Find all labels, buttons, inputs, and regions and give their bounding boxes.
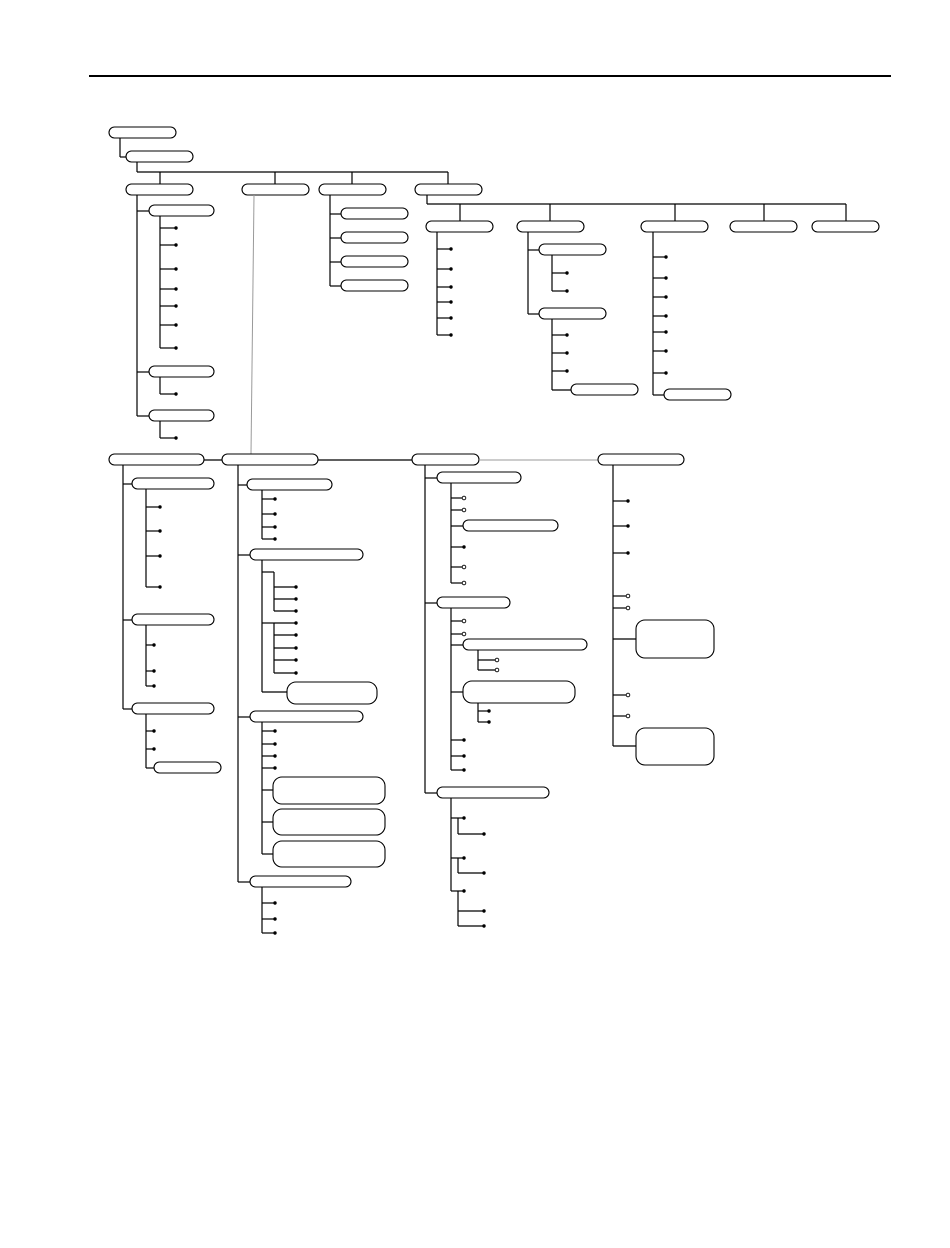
tree-node [242,184,309,195]
leaf-marker [174,287,177,290]
leaf-marker [273,917,276,920]
leaf-marker [664,371,667,374]
tree-node [664,389,731,400]
leaf-marker [273,525,276,528]
tree-node [273,809,385,835]
tree-node [598,454,684,465]
tree-node [426,221,493,232]
leaf-marker [487,720,490,723]
leaf-marker [449,300,452,303]
leaf-marker [664,276,667,279]
leaf-marker [482,832,485,835]
tree-node [273,841,385,867]
tree-node [109,127,176,138]
leaf-marker [273,537,276,540]
leaf-marker [462,738,465,741]
leaf-marker [462,856,465,859]
tree-node [250,711,363,722]
leaf-marker [565,369,568,372]
leaf-marker [664,330,667,333]
leaf-marker [462,545,465,548]
leaf-marker-open [626,606,630,610]
leaf-marker [626,499,629,502]
leaf-marker [294,633,297,636]
leaf-marker-open [626,693,630,697]
leaf-marker [449,267,452,270]
leaf-marker [152,643,155,646]
leaf-marker [294,609,297,612]
tree-node [319,184,386,195]
leaf-marker [565,289,568,292]
leaf-marker [664,314,667,317]
tree-node [437,787,549,798]
leaf-marker [449,285,452,288]
leaf-marker-open [462,581,466,585]
leaf-marker [482,909,485,912]
leaf-marker-open [462,565,466,569]
leaf-marker [462,768,465,771]
tree-node [154,762,221,773]
leaf-marker [174,436,177,439]
leaf-marker [664,295,667,298]
leaf-marker [449,333,452,336]
tree-node [132,478,214,489]
tree-node [132,703,214,714]
leaf-marker [294,646,297,649]
leaf-marker [294,597,297,600]
leaf-marker [174,267,177,270]
tree-node [641,221,708,232]
leaf-marker [174,226,177,229]
leaf-marker-open [462,619,466,623]
tree-node [517,221,584,232]
leaf-marker [273,497,276,500]
tree-node [412,454,479,465]
leaf-marker [152,747,155,750]
leaf-marker [462,889,465,892]
tree-node [730,221,797,232]
leaf-marker [273,742,276,745]
tree-node [149,410,214,421]
leaf-marker-open [495,658,499,662]
leaf-marker [482,924,485,927]
tree-node [463,639,587,650]
leaf-marker [664,255,667,258]
leaf-marker [294,585,297,588]
leaf-marker [565,271,568,274]
leaf-marker-open [462,496,466,500]
tree-node [463,681,575,703]
leaf-marker [273,766,276,769]
leaf-marker [152,729,155,732]
tree-node [126,184,193,195]
tree-node [341,256,408,267]
leaf-marker-open [626,714,630,718]
leaf-marker [158,554,161,557]
tree-node [636,728,714,765]
tree-node [273,777,385,804]
tree-node [341,232,408,243]
leaf-marker-open [495,668,499,672]
leaf-marker [565,351,568,354]
leaf-marker [152,684,155,687]
leaf-marker [482,871,485,874]
leaf-marker [462,754,465,757]
leaf-marker [273,931,276,934]
leaf-marker-open [462,508,466,512]
leaf-marker [626,551,629,554]
leaf-marker [462,816,465,819]
tree-node [415,184,482,195]
tree-node [132,614,214,625]
leaf-marker [626,524,629,527]
leaf-marker [449,316,452,319]
tree-node [341,280,408,291]
tree-node [109,454,204,465]
tree-node [539,244,606,255]
leaf-marker [158,529,161,532]
tree-node [437,472,521,483]
leaf-marker [294,671,297,674]
leaf-marker [152,669,155,672]
tree-node [437,597,510,608]
leaf-marker [487,709,490,712]
tree-node [250,549,363,560]
tree-node [812,221,879,232]
tree-node [341,208,408,219]
tree-node [126,151,193,162]
leaf-marker [174,392,177,395]
leaf-marker [158,585,161,588]
leaf-marker [273,512,276,515]
tree-node [539,308,606,319]
leaf-marker [174,304,177,307]
leaf-marker [158,505,161,508]
leaf-marker-open [462,632,466,636]
tree-node [149,366,214,377]
leaf-marker [174,323,177,326]
leaf-marker [174,243,177,246]
tree-node [463,520,558,531]
connector-line [251,195,254,454]
leaf-marker [273,901,276,904]
leaf-marker [273,754,276,757]
leaf-marker [174,346,177,349]
tree-node [250,876,351,887]
leaf-marker [273,729,276,732]
tree-node [247,479,332,490]
tree-node [571,384,638,395]
tree-node [287,682,377,704]
leaf-marker [294,658,297,661]
leaf-marker-open [626,594,630,598]
tree-node [149,205,214,216]
leaf-marker [294,621,297,624]
leaf-marker [664,349,667,352]
leaf-marker [449,247,452,250]
tree-node [222,454,318,465]
tree-node [636,620,714,658]
leaf-marker [565,333,568,336]
